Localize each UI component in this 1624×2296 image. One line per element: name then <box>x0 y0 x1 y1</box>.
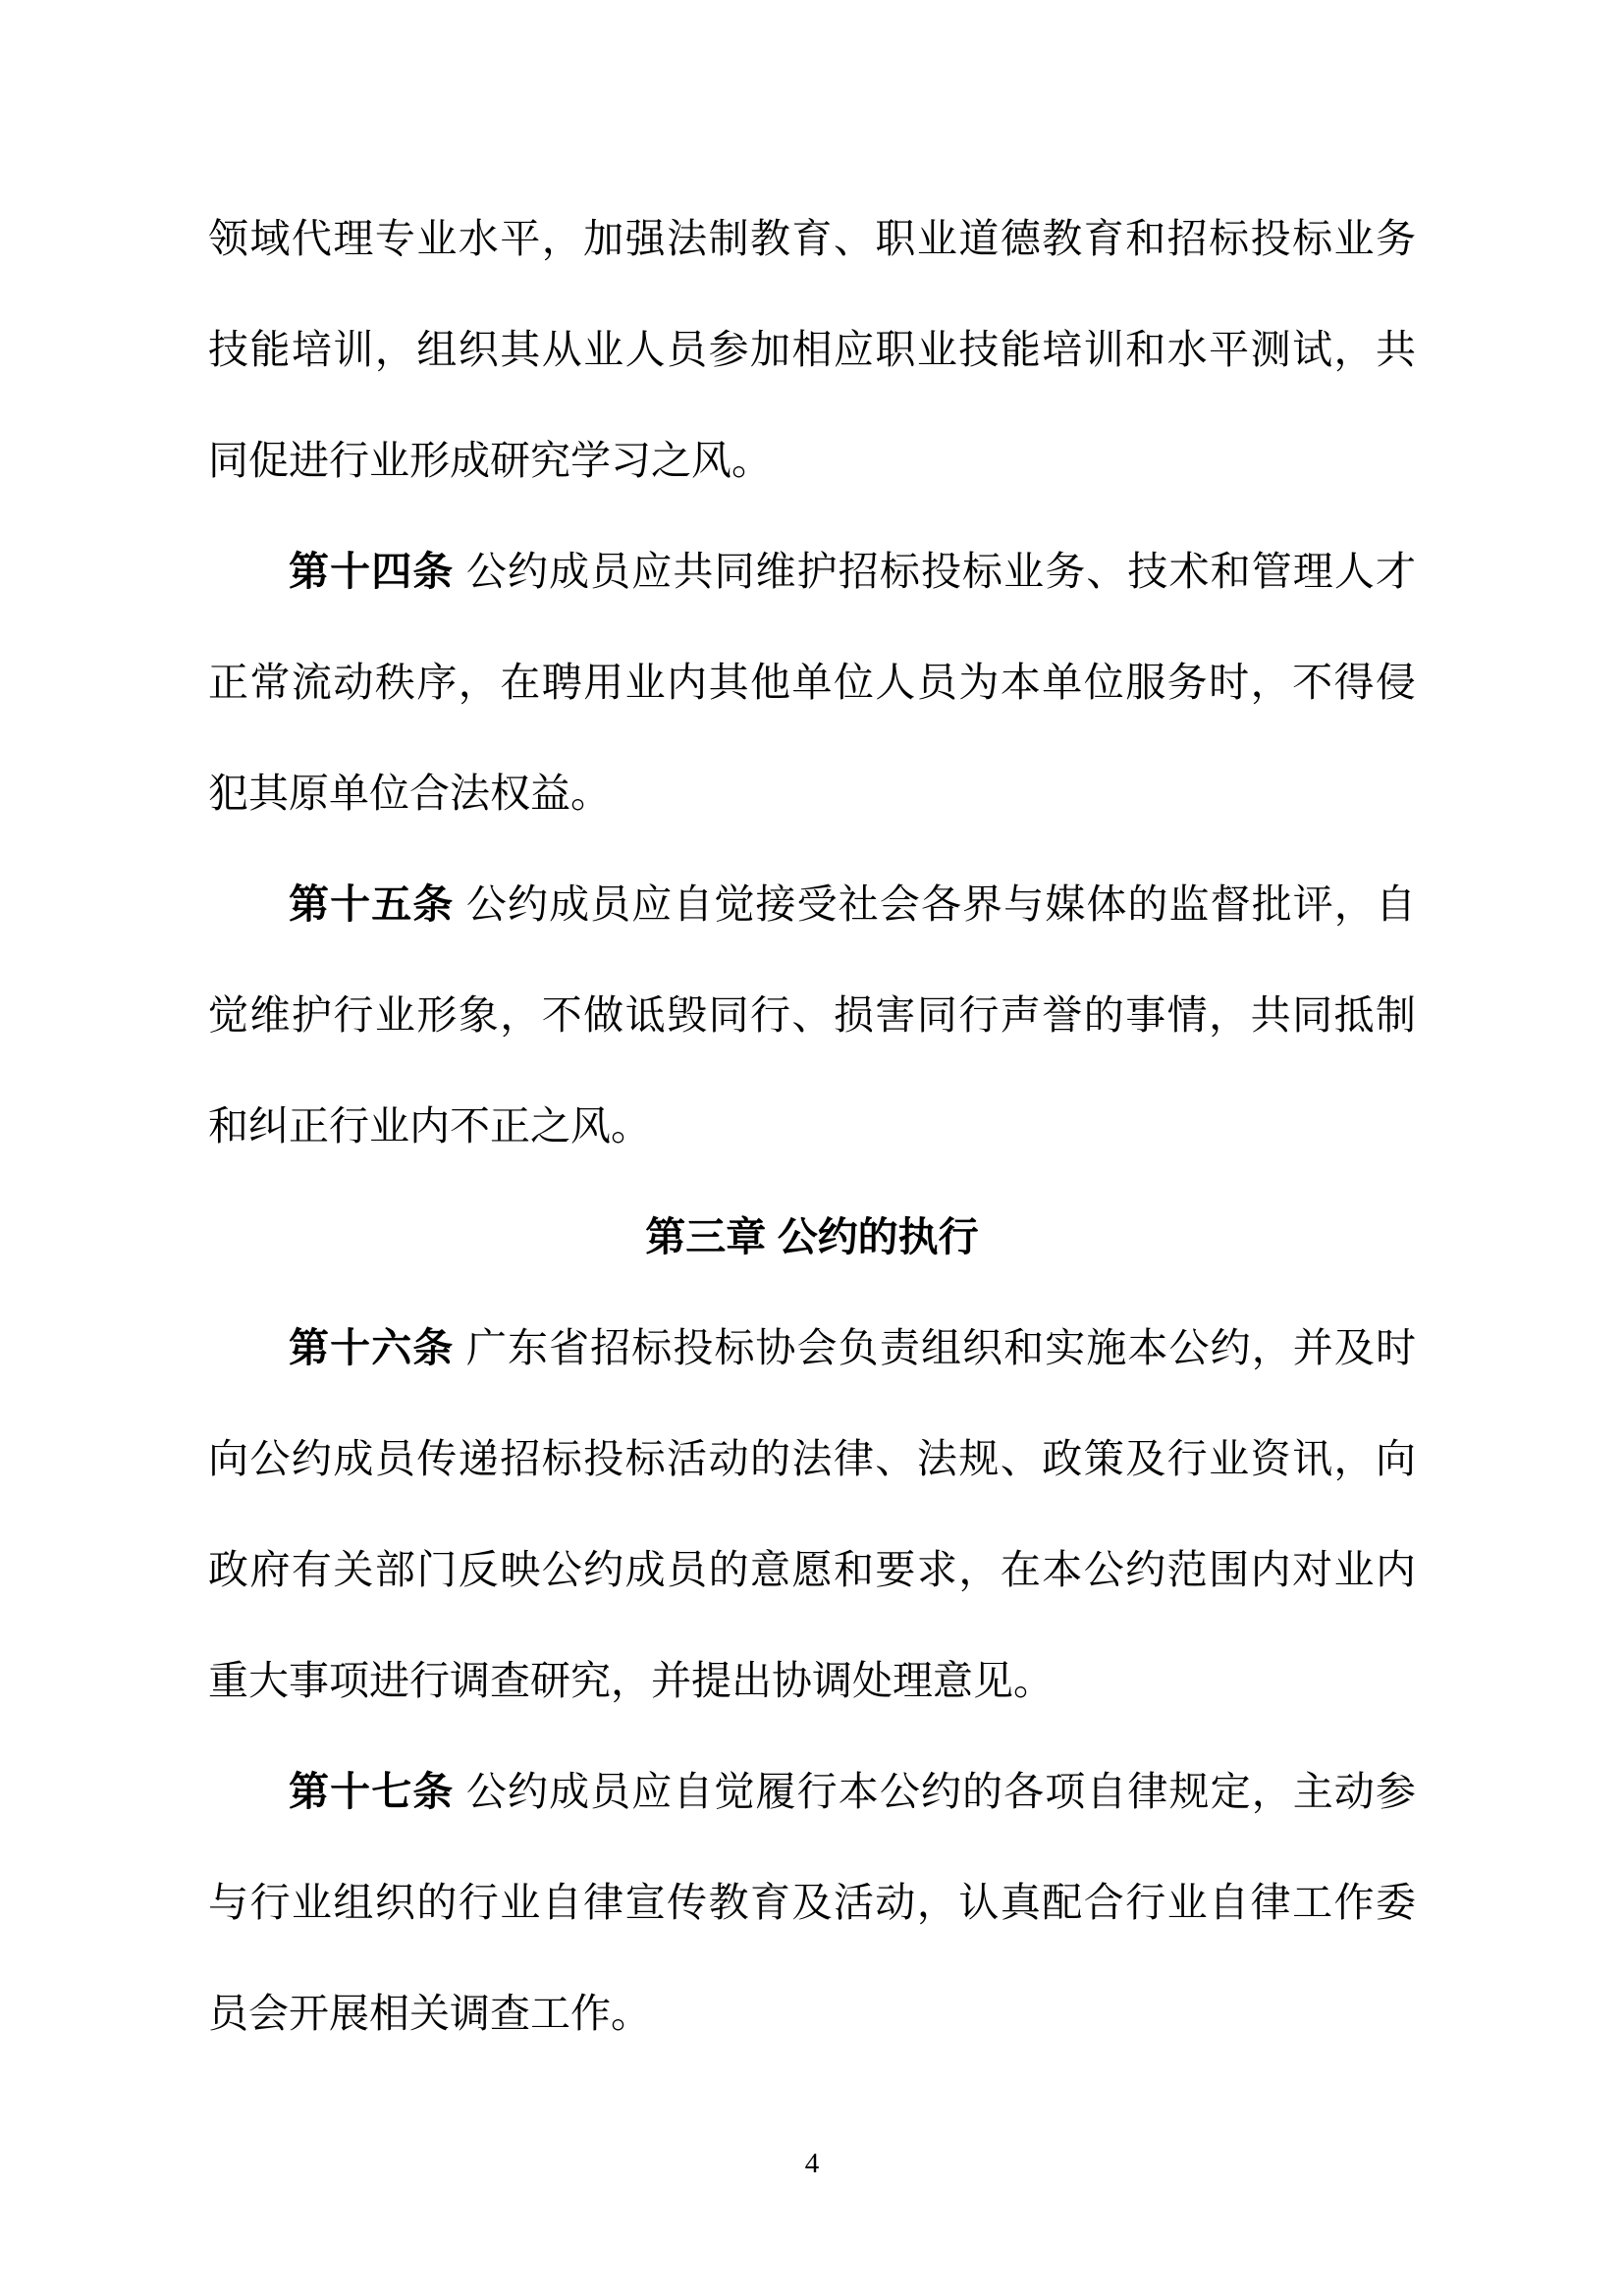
line-text: 领域代理专业水平，加强法制教育、职业道德教育和招标投标业务 <box>208 216 1416 261</box>
line-text: 员会开展相关调查工作。 <box>208 1991 651 2036</box>
text-line <box>208 1404 1416 1515</box>
line-text: 政府有关部门反映公约成员的意愿和要求，在本公约范围内对业内 <box>208 1547 1416 1592</box>
text-line <box>208 1626 1416 1736</box>
text-line <box>208 405 1416 516</box>
text-line <box>208 1071 1416 1182</box>
text-line <box>208 960 1416 1071</box>
article-number: 第十五条 <box>289 881 455 927</box>
line-text: 向公约成员传递招标投标活动的法律、法规、政策及行业资讯，向 <box>208 1436 1416 1481</box>
article-number: 第十六条 <box>289 1325 455 1370</box>
chapter-heading-text: 第三章 公约的执行 <box>645 1214 979 1259</box>
text-line <box>208 516 1416 627</box>
text-line <box>208 627 1416 738</box>
line-text: 广东省招标投标协会负责组织和实施本公约，并及时 <box>454 1325 1417 1370</box>
line-text: 公约成员应自觉接受社会各界与媒体的监督批评，自 <box>454 881 1417 927</box>
text-line <box>208 849 1416 960</box>
article-number: 第十七条 <box>289 1769 455 1814</box>
page-number: 4 <box>804 2148 820 2179</box>
document-body <box>208 184 1416 2069</box>
text-line <box>208 1293 1416 1404</box>
line-text: 公约成员应自觉履行本公约的各项自律规定，主动参 <box>454 1769 1417 1814</box>
line-text: 正常流动秩序，在聘用业内其他单位人员为本单位服务时，不得侵 <box>208 660 1416 705</box>
text-line <box>208 1736 1416 1847</box>
line-text: 重大事项进行调查研究，并提出协调处理意见。 <box>208 1658 1054 1703</box>
line-text: 觉维护行业形象，不做诋毁同行、损害同行声誉的事情，共同抵制 <box>208 992 1416 1038</box>
text-line <box>208 294 1416 405</box>
text-line <box>208 738 1416 849</box>
chapter-heading <box>208 1182 1416 1293</box>
line-text: 犯其原单位合法权益。 <box>208 771 611 816</box>
line-text: 与行业组织的行业自律宣传教育及活动，认真配合行业自律工作委 <box>208 1880 1416 1925</box>
line-text: 和纠正行业内不正之风。 <box>208 1103 651 1148</box>
text-line <box>208 184 1416 294</box>
line-text: 技能培训，组织其从业人员参加相应职业技能培训和水平测试，共 <box>208 327 1416 372</box>
text-line <box>208 1958 1416 2069</box>
line-text: 同促进行业形成研究学习之风。 <box>208 438 772 483</box>
article-number: 第十四条 <box>289 549 455 594</box>
line-text: 公约成员应共同维护招标投标业务、技术和管理人才 <box>454 549 1417 594</box>
text-line <box>208 1515 1416 1626</box>
text-line <box>208 1847 1416 1958</box>
